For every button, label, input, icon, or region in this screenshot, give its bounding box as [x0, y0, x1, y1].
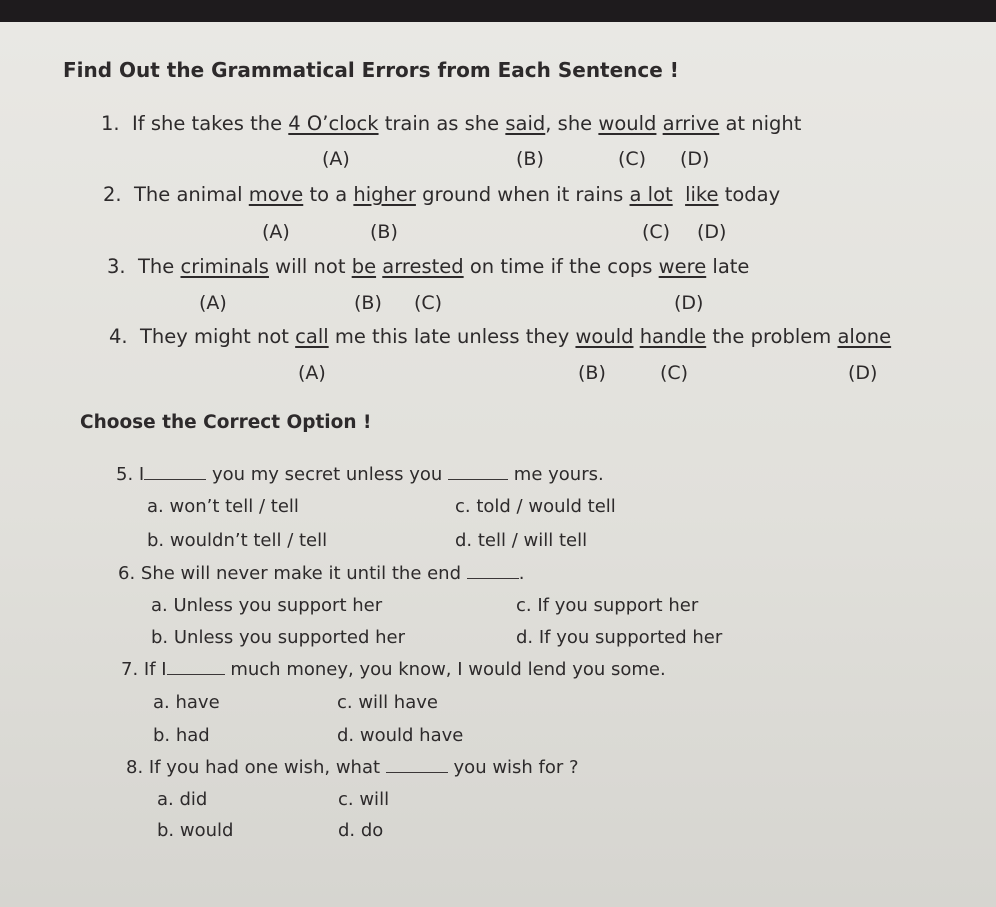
option-label-a: (A) [298, 362, 326, 384]
underlined-option-c: handle [639, 325, 707, 348]
question-number: 1. [101, 112, 120, 135]
underlined-option-b: higher [353, 183, 416, 206]
option-c: c. will have [337, 692, 438, 713]
option-c: c. If you support her [516, 595, 699, 616]
option-label-a: (A) [199, 292, 227, 314]
option-a: a. Unless you support her [151, 595, 383, 616]
underlined-option-d: alone [837, 325, 892, 348]
question-8 [126, 757, 579, 778]
text: to a [303, 183, 354, 206]
text: today [718, 183, 781, 206]
option-d: d. would have [337, 725, 464, 746]
text: the problem [706, 325, 838, 348]
text: at night [719, 112, 802, 135]
underlined-option-a: 4 O’clock [288, 112, 379, 135]
text: She will never make it until the end [140, 563, 462, 584]
option-b: b. Unless you supported her [151, 627, 406, 648]
underlined-option-c: would [598, 112, 657, 135]
option-label-c: (C) [642, 221, 671, 243]
option-a: a. did [157, 789, 208, 810]
text: ground when it rains [415, 183, 630, 206]
answer-blank [144, 478, 206, 480]
question-5 [116, 464, 604, 485]
text: you wish for ? [453, 757, 579, 778]
option-b: b. wouldn’t tell / tell [147, 530, 328, 551]
question-number: 7. [121, 659, 139, 680]
question-number: 8. [126, 757, 144, 778]
option-d: d. do [338, 820, 384, 841]
option-label-b: (B) [354, 292, 382, 314]
option-d: d. If you supported her [516, 627, 723, 648]
text: , she [545, 112, 599, 135]
text: on time if the cops [463, 255, 659, 278]
text: The animal [134, 183, 249, 206]
option-d: d. tell / will tell [455, 530, 588, 551]
answer-blank [467, 577, 519, 579]
text: me this late unless they [328, 325, 576, 348]
text: late [706, 255, 750, 278]
option-label-d: (D) [674, 292, 704, 314]
option-a: a. won’t tell / tell [147, 496, 299, 517]
text: The [138, 255, 181, 278]
option-label-a: (A) [322, 148, 350, 170]
underlined-option-c: a lot [629, 183, 673, 206]
option-label-c: (C) [618, 148, 647, 170]
text: . [518, 563, 525, 584]
question-3-sentence [107, 255, 749, 278]
worksheet-page [0, 22, 996, 907]
option-label-b: (B) [370, 221, 398, 243]
underlined-option-d: arrive [662, 112, 720, 135]
text: much money, you know, I would lend you some. [230, 659, 666, 680]
top-dark-strip [0, 0, 996, 22]
option-label-b: (B) [516, 148, 544, 170]
option-label-d: (D) [680, 148, 710, 170]
question-number: 5. [116, 464, 134, 485]
underlined-option-b: would [575, 325, 634, 348]
answer-blank [386, 771, 448, 773]
option-label-c: (C) [660, 362, 689, 384]
question-6 [118, 563, 525, 584]
underlined-option-a: criminals [180, 255, 269, 278]
option-label-d: (D) [848, 362, 878, 384]
question-4-sentence [109, 325, 891, 348]
option-a: a. have [153, 692, 220, 713]
section2-title: Choose the Correct Option ! [80, 412, 372, 433]
answer-blank [448, 478, 508, 480]
text: you my secret unless you [211, 464, 443, 485]
question-number: 6. [118, 563, 136, 584]
text: train as she [378, 112, 506, 135]
question-number: 4. [109, 325, 128, 348]
text: I [138, 464, 145, 485]
option-label-b: (B) [578, 362, 606, 384]
text: If you had one wish, what [148, 757, 381, 778]
underlined-option-a: move [248, 183, 304, 206]
question-2-sentence [103, 183, 780, 206]
text: If I [143, 659, 167, 680]
underlined-option-d: like [685, 183, 719, 206]
underlined-option-c: arrested [382, 255, 464, 278]
underlined-option-d: were [658, 255, 707, 278]
text: will not [268, 255, 352, 278]
underlined-option-b: said [505, 112, 546, 135]
question-1-sentence [101, 112, 801, 135]
text: If she takes the [132, 112, 289, 135]
option-b: b. would [157, 820, 234, 841]
question-7 [121, 659, 666, 680]
question-number: 3. [107, 255, 126, 278]
underlined-option-b: be [351, 255, 377, 278]
underlined-option-a: call [295, 325, 329, 348]
option-c: c. will [338, 789, 390, 810]
option-label-c: (C) [414, 292, 443, 314]
option-c: c. told / would tell [455, 496, 616, 517]
section1-title: Find Out the Grammatical Errors from Each Sentence ! [63, 58, 679, 82]
option-b: b. had [153, 725, 210, 746]
text [673, 183, 685, 206]
text: They might not [140, 325, 296, 348]
answer-blank [167, 673, 225, 675]
option-label-a: (A) [262, 221, 290, 243]
text: me yours. [513, 464, 604, 485]
question-number: 2. [103, 183, 122, 206]
option-label-d: (D) [697, 221, 727, 243]
